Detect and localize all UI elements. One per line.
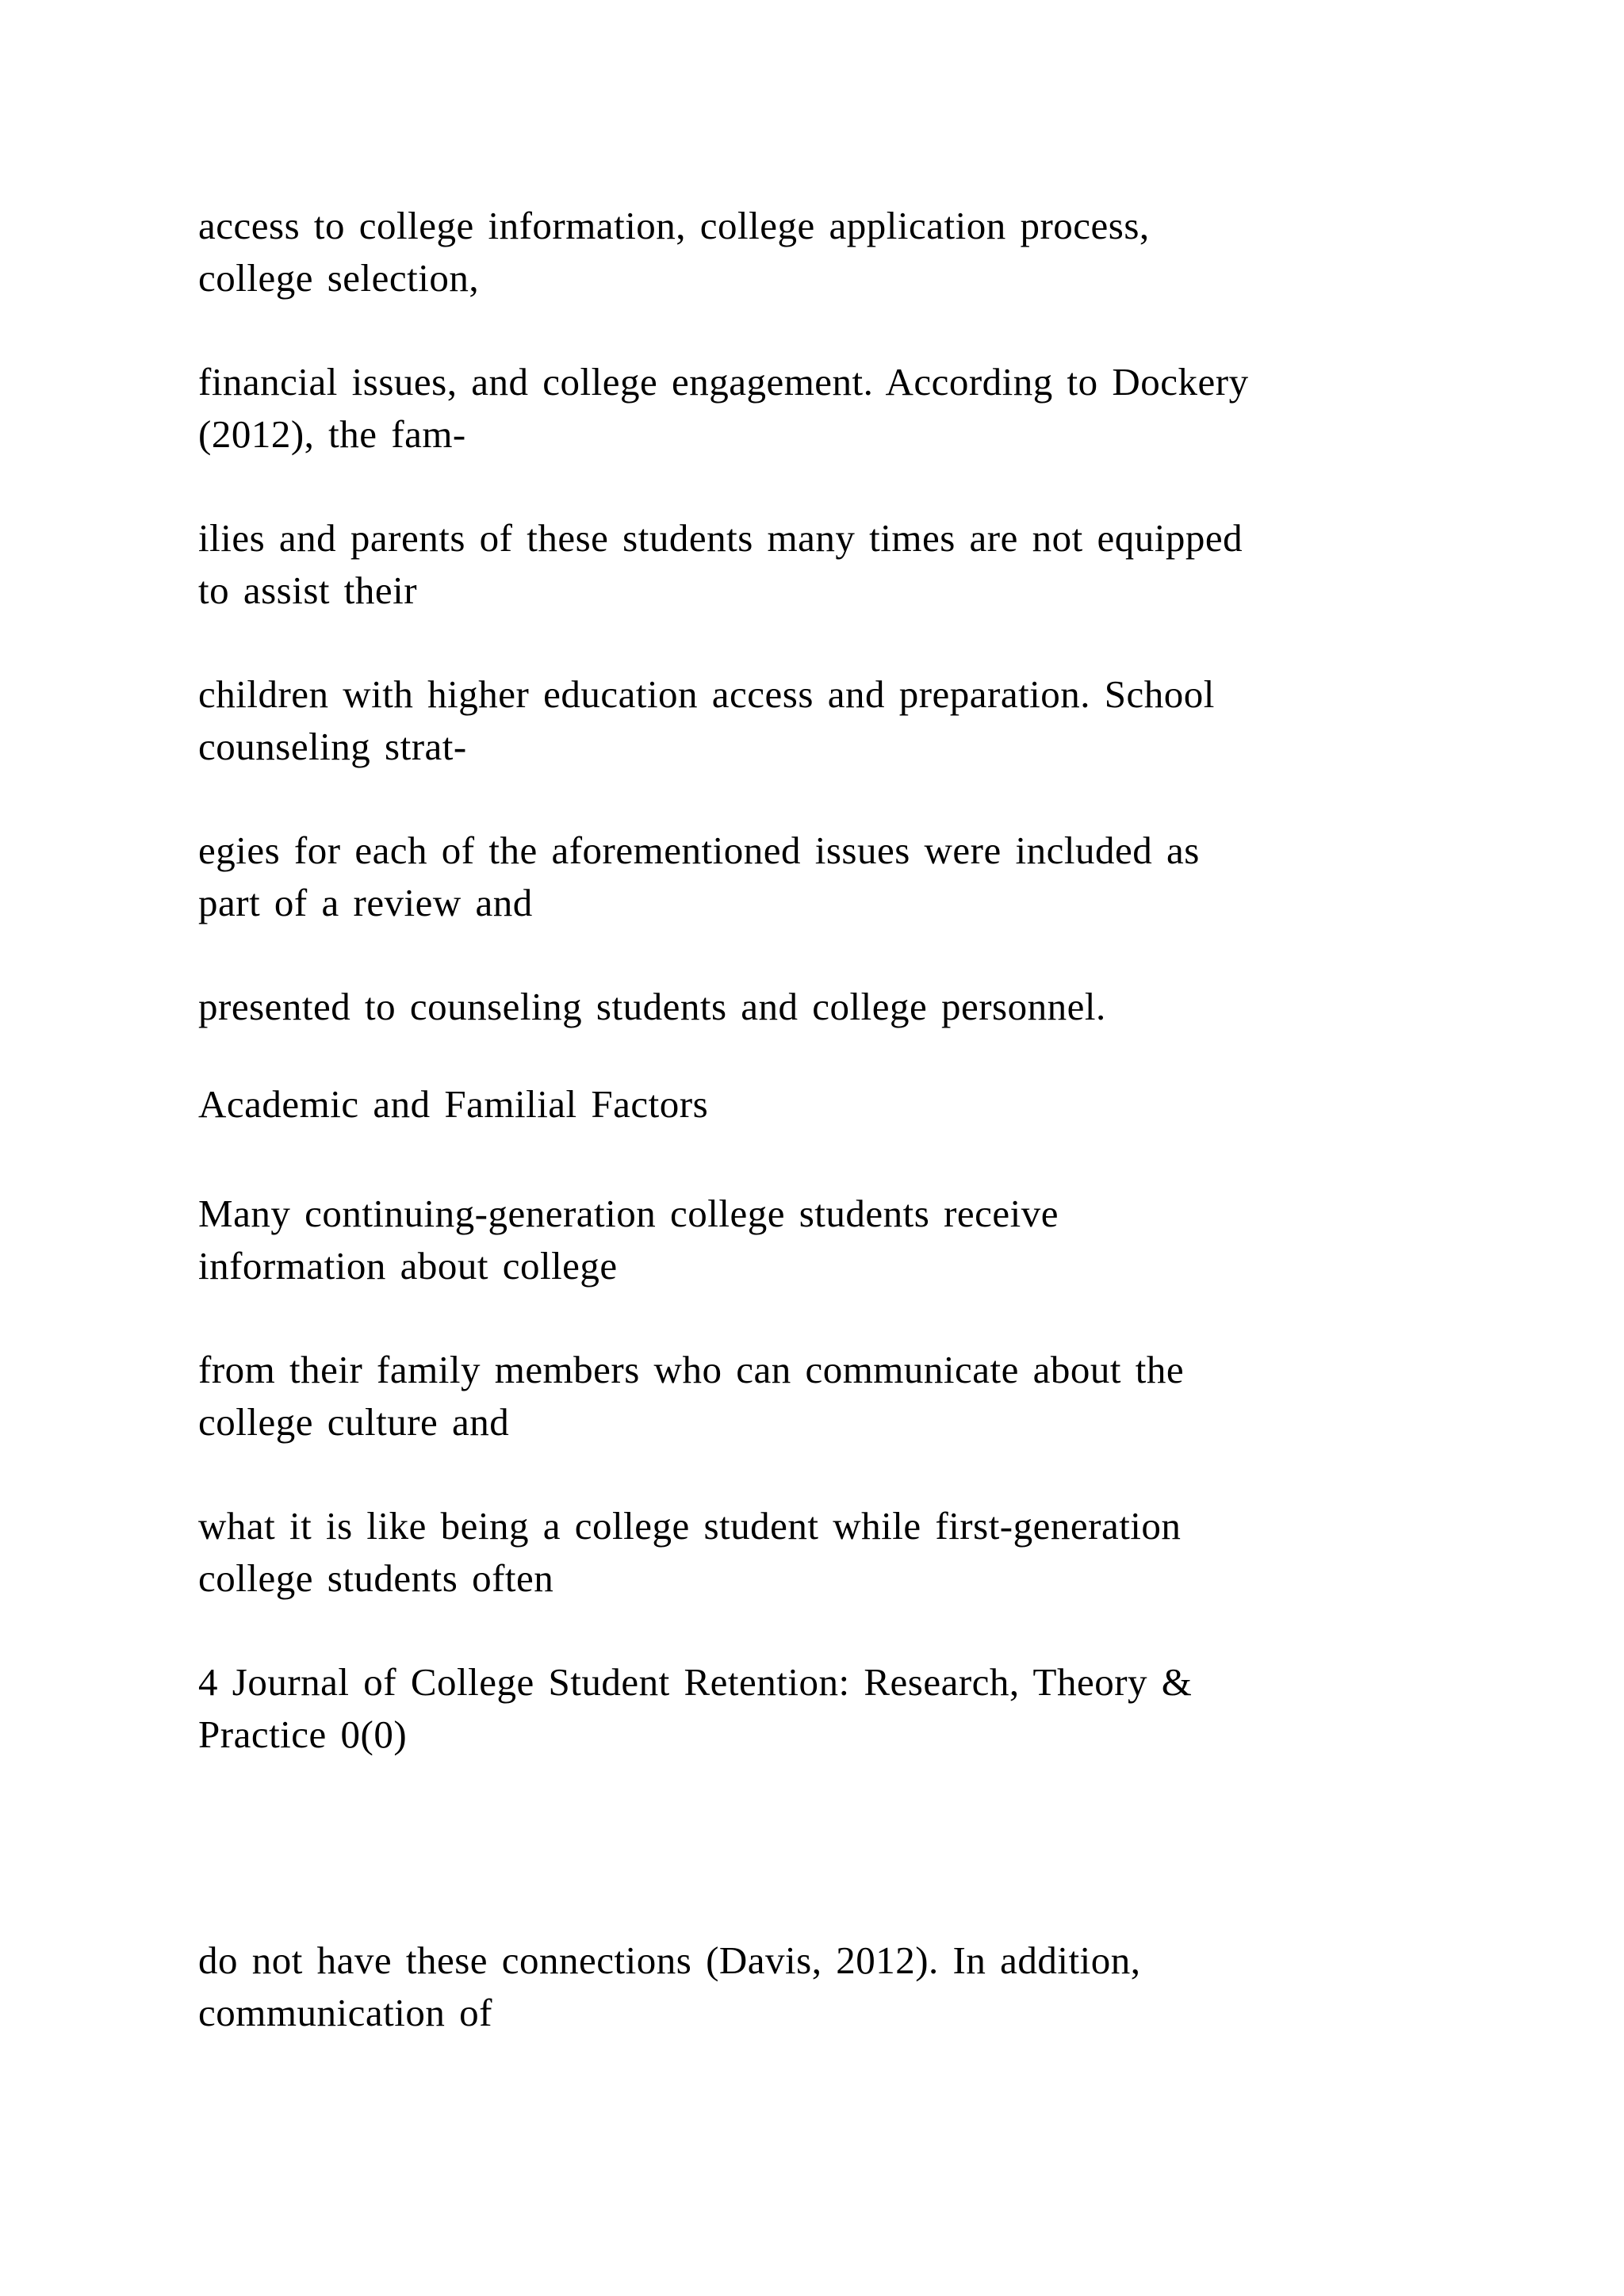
paragraph-1 — [198, 200, 1483, 304]
paragraph-6 — [198, 981, 1483, 1033]
paragraph-9 — [198, 1500, 1483, 1605]
paragraph-7 — [198, 1188, 1483, 1292]
heading-text: Academic and Familial Factors — [198, 1082, 709, 1126]
text-line: part of a review and — [198, 881, 533, 924]
text-line: do not have these connections (Davis, 2012). In addition, — [198, 1938, 1141, 1982]
text-line: information about college — [198, 1244, 618, 1288]
text-line: college selection, — [198, 256, 480, 300]
text-line: college culture and — [198, 1400, 510, 1444]
text-line: communication of — [198, 1991, 492, 2034]
text-line: access to college information, college application process, — [198, 204, 1150, 247]
text-line: college students often — [198, 1556, 554, 1600]
text-line: Many continuing-generation college students receive — [198, 1192, 1059, 1235]
text-line: ilies and parents of these students many times are not equipped — [198, 516, 1243, 560]
paragraph-5 — [198, 825, 1483, 929]
paragraph-8 — [198, 1344, 1483, 1448]
running-footer — [198, 1656, 1483, 1761]
paragraph-2 — [198, 356, 1483, 461]
text-line: children with higher education access and preparation. School — [198, 672, 1215, 716]
text-line: (2012), the fam- — [198, 412, 466, 456]
text-line: from their family members who can communicate about the — [198, 1348, 1185, 1391]
text-line: what it is like being a college student while first-generation — [198, 1504, 1182, 1548]
text-line: egies for each of the aforementioned issues were included as — [198, 828, 1200, 872]
text-line: to assist their — [198, 568, 418, 612]
section-heading — [198, 1078, 1483, 1131]
paragraph-10 — [198, 1934, 1483, 2039]
paragraph-3 — [198, 512, 1483, 617]
text-line: 4 Journal of College Student Retention: Research, Theory & — [198, 1660, 1193, 1704]
text-line: Practice 0(0) — [198, 1712, 408, 1756]
text-line: presented to counseling students and college personnel. — [198, 985, 1106, 1028]
paragraph-4 — [198, 668, 1483, 773]
text-line: financial issues, and college engagement. According to Dockery — [198, 360, 1249, 404]
text-line: counseling strat- — [198, 725, 467, 768]
